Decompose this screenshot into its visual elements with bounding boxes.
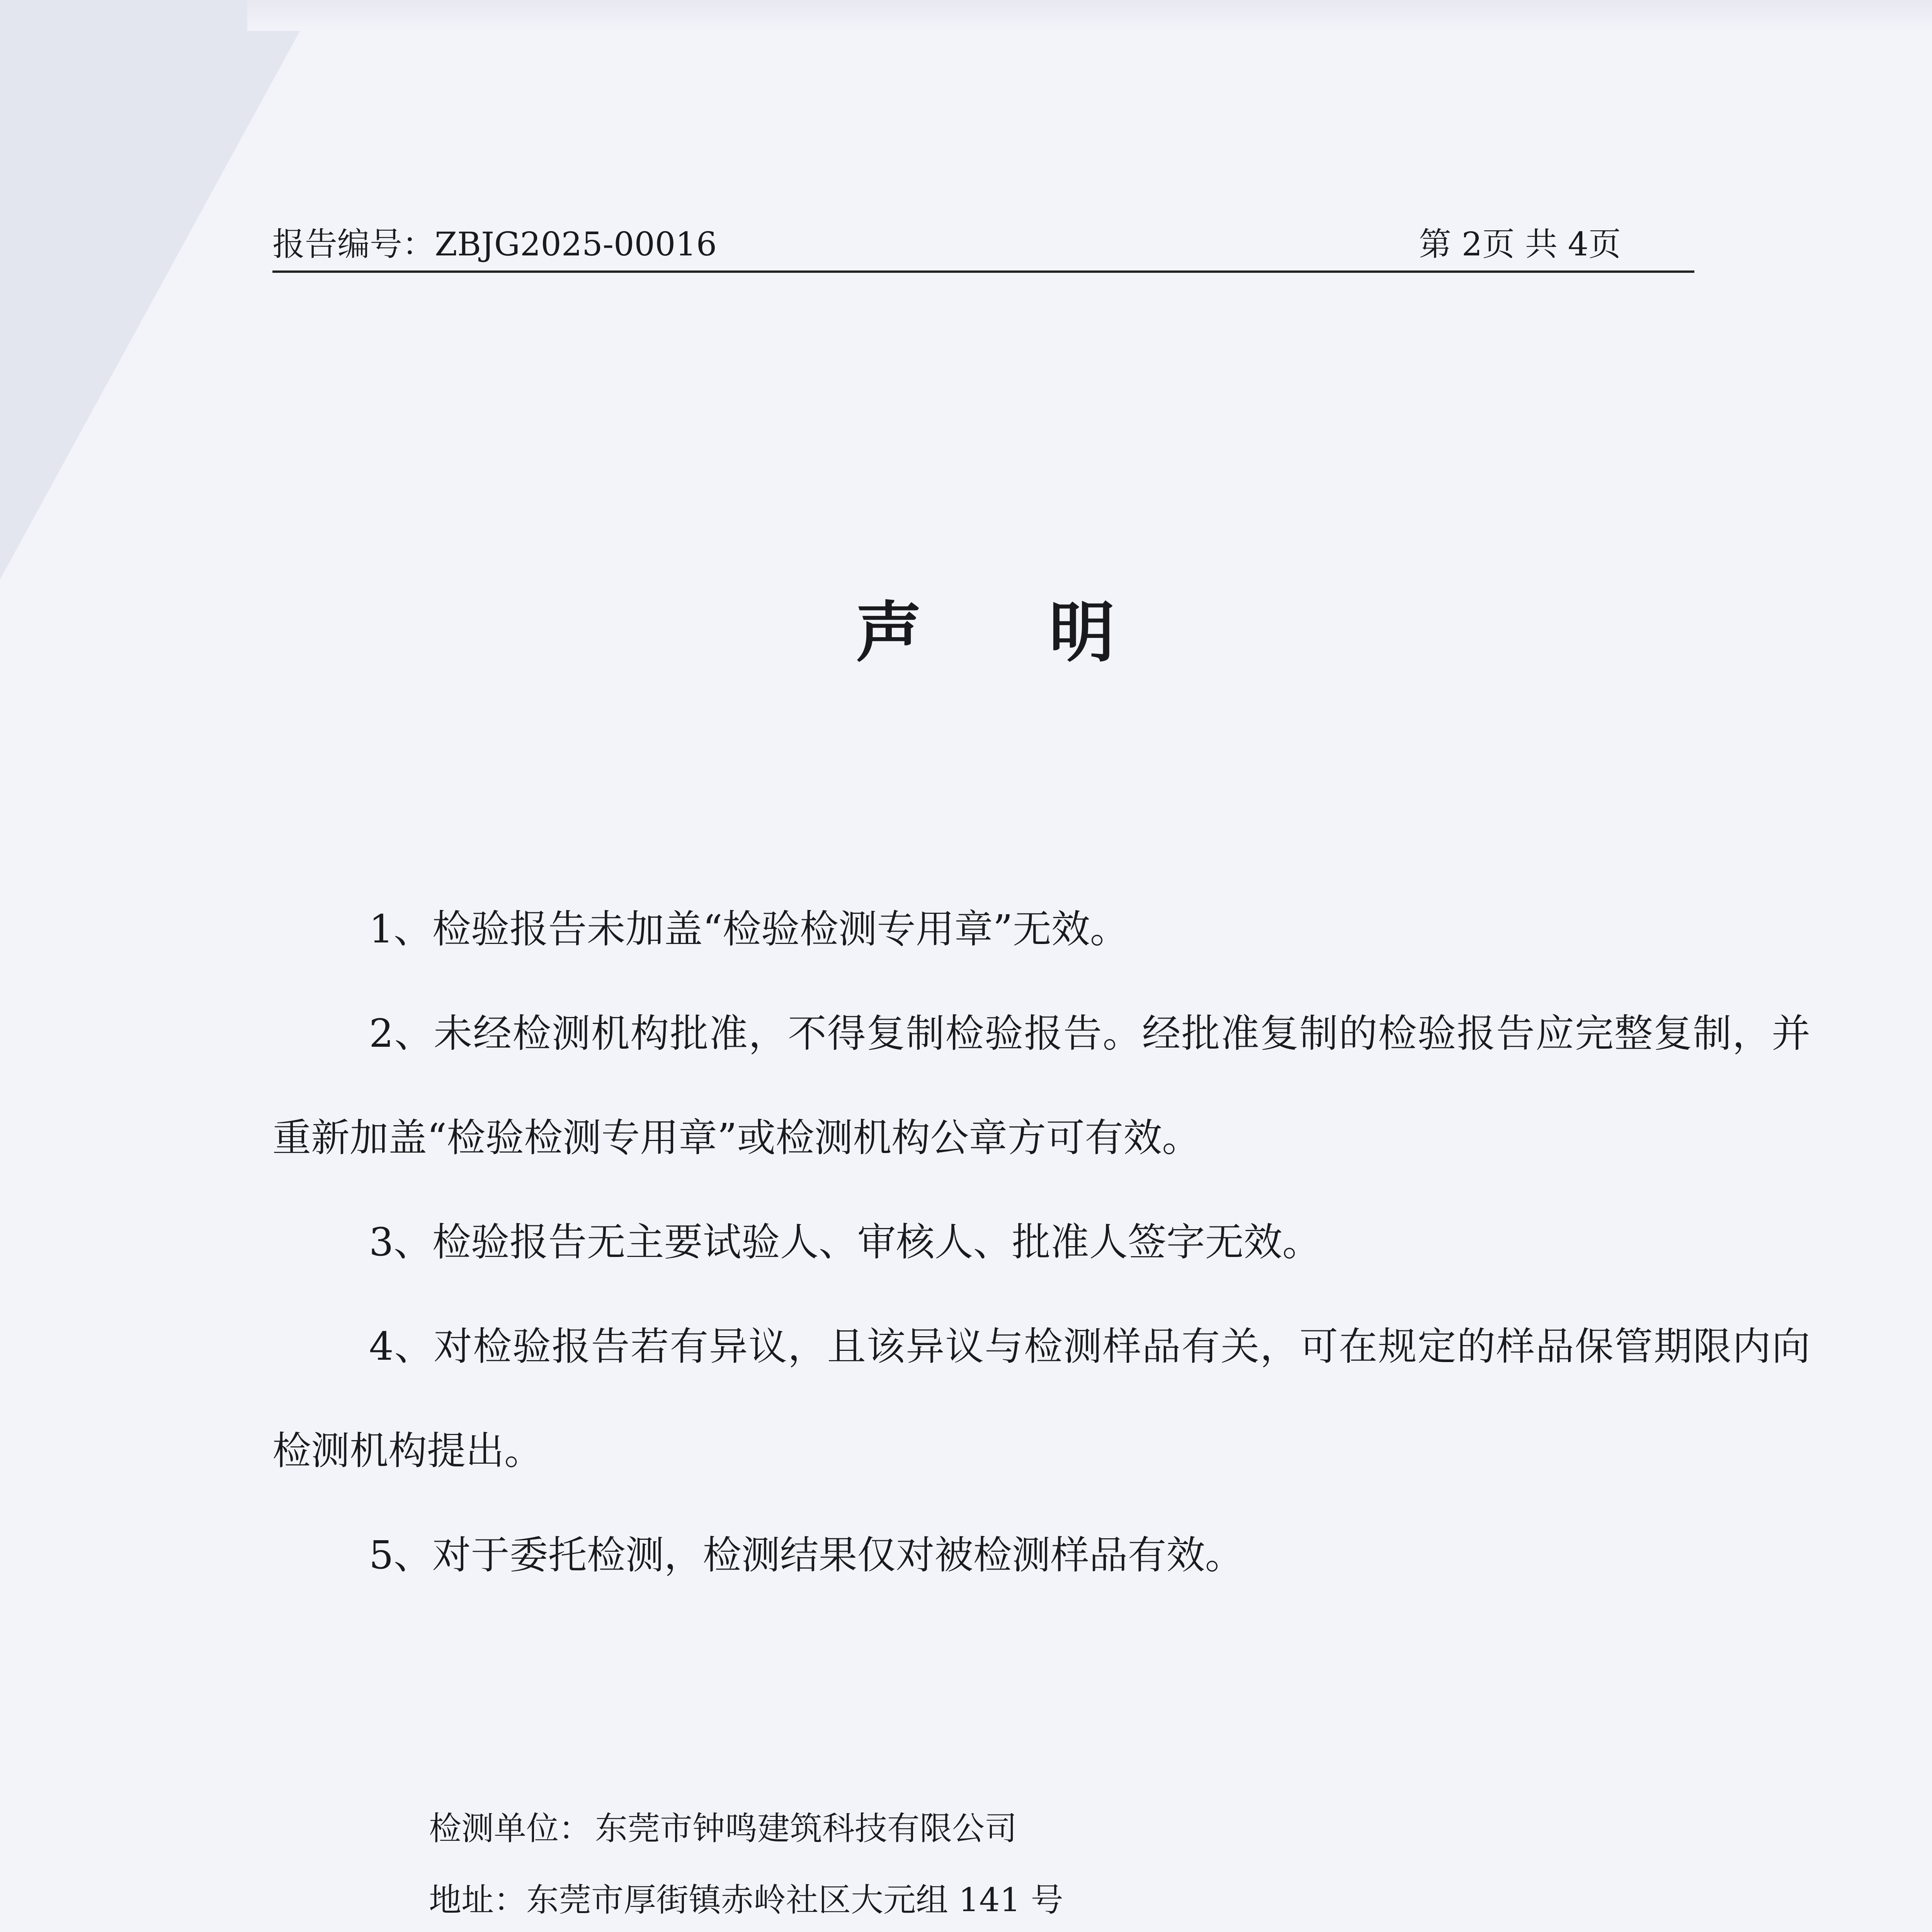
address-label: 地址： bbox=[429, 1881, 527, 1919]
contact-unit bbox=[429, 1793, 1064, 1864]
address-value: 东莞市厚街镇赤岭社区大元组 141 号 bbox=[526, 1881, 1063, 1919]
clause-3: 3、检验报告无主要试验人、审核人、批准人签字无效。 bbox=[369, 1219, 1321, 1265]
page-header bbox=[272, 224, 1694, 273]
scan-shadow-top bbox=[247, 0, 1932, 31]
clause-4: 4、对检验报告若有异议，且该异议与检测样品有关，可在规定的样品保管期限内向检测机构提出。 bbox=[272, 1324, 1810, 1473]
unit-value: 东莞市钟鸣建筑科技有限公司 bbox=[595, 1810, 1017, 1847]
unit-label: 检测单位： bbox=[429, 1810, 592, 1847]
report-number: 报告编号：ZBJG2025-00016 bbox=[272, 225, 717, 263]
page-number: 第 2页 共 4页 bbox=[1419, 225, 1621, 263]
contact-info bbox=[429, 1793, 1064, 1932]
clause-2: 2、未经检测机构批准，不得复制检验报告。经批准复制的检验报告应完整复制，并重新加盖“检验检测专用章”或检测机构公章方可有效。 bbox=[272, 1011, 1810, 1160]
page-title: 声明 bbox=[855, 594, 1242, 671]
statement-clauses bbox=[272, 877, 1810, 1607]
contact-address bbox=[429, 1864, 1064, 1932]
clause-1: 1、检验报告未加盖“检验检测专用章”无效。 bbox=[369, 906, 1129, 952]
clause-5: 5、对于委托检测，检测结果仅对被检测样品有效。 bbox=[369, 1532, 1244, 1578]
scan-shadow-left bbox=[0, 0, 317, 580]
